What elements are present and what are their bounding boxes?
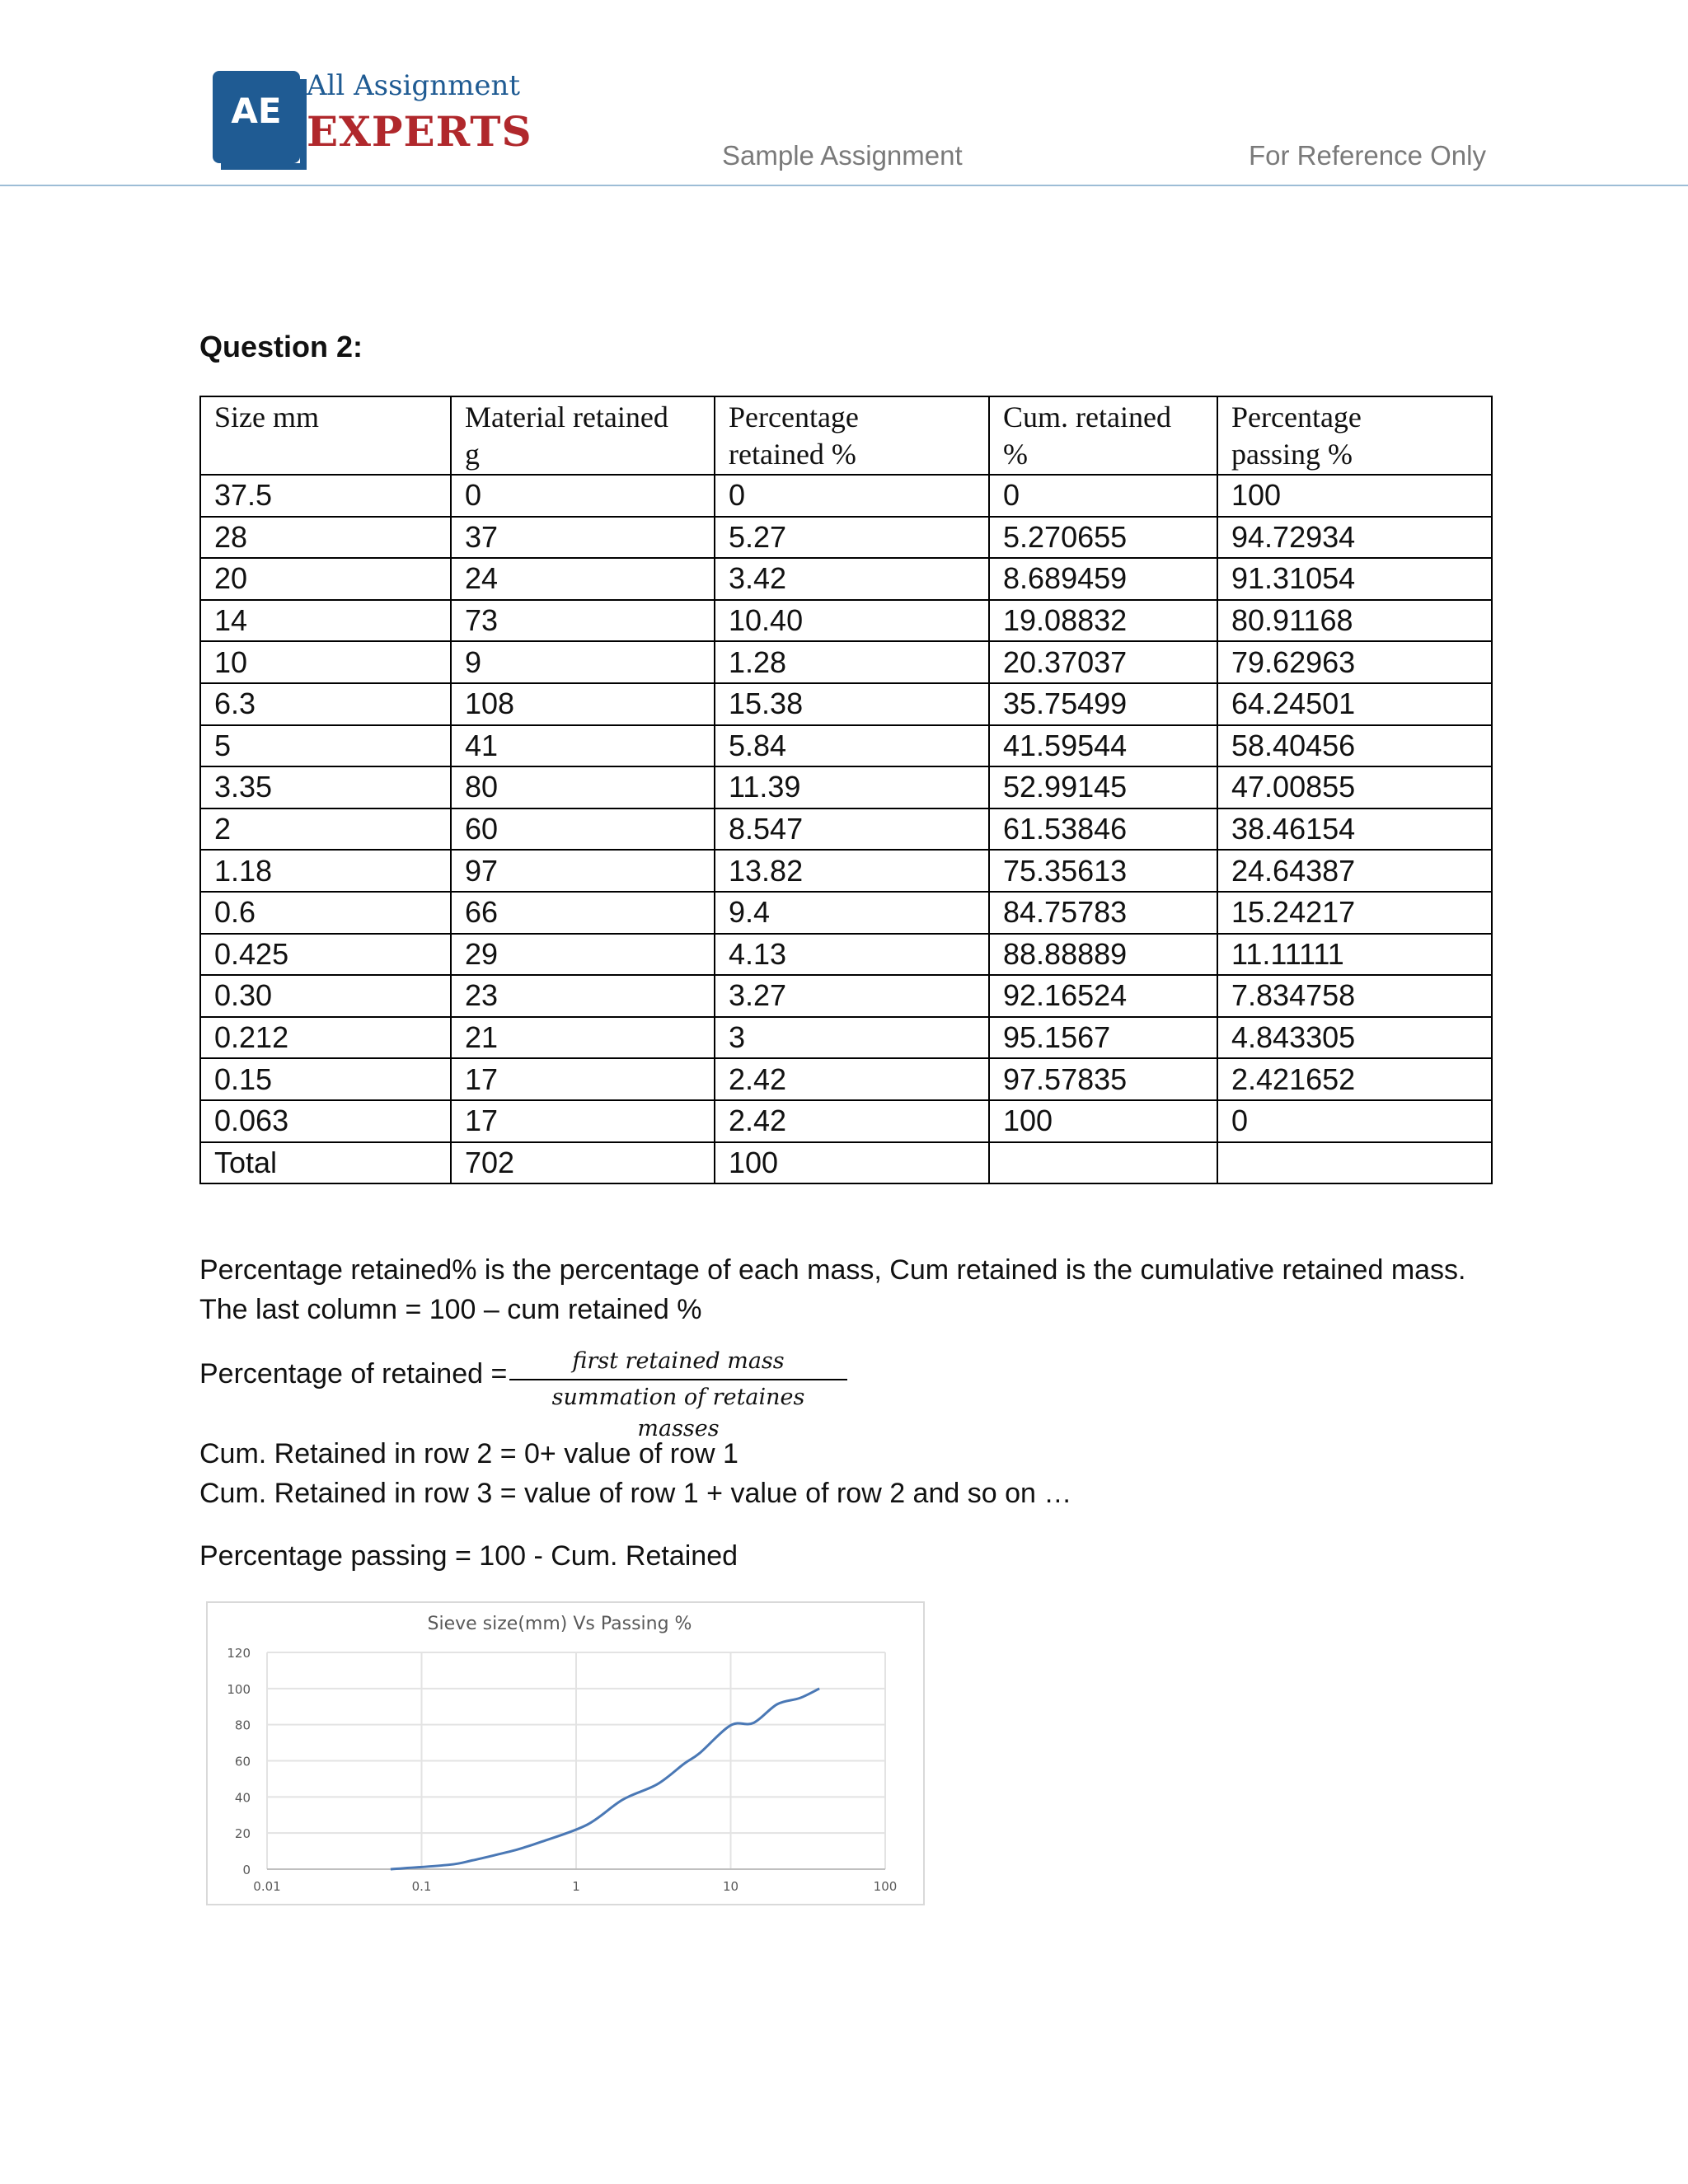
- column-header-line: %: [1003, 438, 1028, 471]
- table-row: [200, 1142, 1492, 1184]
- table-cell: 100: [1217, 475, 1492, 517]
- y-tick-label: 60: [234, 1754, 251, 1769]
- table-cell: 9: [451, 641, 715, 683]
- table-cell: 28: [200, 517, 451, 559]
- table-cell: 0.212: [200, 1017, 451, 1059]
- table-cell: 15.24217: [1217, 892, 1492, 934]
- column-header-line: Material retained: [465, 401, 668, 434]
- table-cell: 8.547: [715, 808, 989, 851]
- table-cell: 97: [451, 850, 715, 892]
- table-cell: 95.1567: [989, 1017, 1217, 1059]
- table-row: [200, 1017, 1492, 1059]
- x-tick-label: 100: [873, 1879, 898, 1894]
- table-cell: [989, 1142, 1217, 1184]
- table-cell: 10.40: [715, 600, 989, 642]
- table-cell: 2: [200, 808, 451, 851]
- table-cell: 0.063: [200, 1100, 451, 1142]
- table-cell: 10: [200, 641, 451, 683]
- question-title: Question 2:: [199, 330, 363, 363]
- table-cell: 58.40456: [1217, 725, 1492, 767]
- y-tick-label: 0: [242, 1863, 251, 1877]
- table-cell: 0: [989, 475, 1217, 517]
- formula-label: Percentage of retained =: [199, 1358, 508, 1390]
- x-tick-label: 1: [572, 1879, 580, 1894]
- y-tick-label: 120: [227, 1646, 251, 1661]
- x-tick-label: 0.1: [411, 1879, 432, 1894]
- table-cell: 17: [451, 1100, 715, 1142]
- table-cell: 88.88889: [989, 934, 1217, 976]
- passing-chart: [206, 1601, 925, 1905]
- table-body: [200, 475, 1492, 1183]
- table-row: [200, 1100, 1492, 1142]
- table-cell: 19.08832: [989, 600, 1217, 642]
- table-cell: 4.13: [715, 934, 989, 976]
- fraction-bar: [509, 1379, 847, 1380]
- table-cell: 3.27: [715, 975, 989, 1017]
- table-cell: 75.35613: [989, 850, 1217, 892]
- table-cell: 15.38: [715, 683, 989, 725]
- table-row: [200, 808, 1492, 851]
- table-cell: 24.64387: [1217, 850, 1492, 892]
- formula-fraction: [509, 1346, 847, 1445]
- table-cell: 92.16524: [989, 975, 1217, 1017]
- table-cell: 91.31054: [1217, 558, 1492, 600]
- table-cell: 0.6: [200, 892, 451, 934]
- column-header: [451, 396, 715, 475]
- table-cell: 5.84: [715, 725, 989, 767]
- table-cell: 38.46154: [1217, 808, 1492, 851]
- table-cell: 2.42: [715, 1058, 989, 1100]
- y-tick-label: 20: [234, 1826, 251, 1842]
- table-cell: 100: [715, 1142, 989, 1184]
- table-cell: 60: [451, 808, 715, 851]
- x-tick-label: 10: [722, 1879, 739, 1894]
- table-cell: 52.99145: [989, 766, 1217, 808]
- table-cell: 0.30: [200, 975, 451, 1017]
- table-row: [200, 892, 1492, 934]
- table-cell: 0: [1217, 1100, 1492, 1142]
- table-cell: 0: [715, 475, 989, 517]
- table-cell: 1.18: [200, 850, 451, 892]
- table-row: [200, 683, 1492, 725]
- column-header: [200, 396, 451, 475]
- table-cell: 20.37037: [989, 641, 1217, 683]
- table-cell: 79.62963: [1217, 641, 1492, 683]
- table-cell: 41: [451, 725, 715, 767]
- table-cell: 11.11111: [1217, 934, 1492, 976]
- table-cell: 23: [451, 975, 715, 1017]
- table-cell: 0.425: [200, 934, 451, 976]
- page-header: [0, 0, 1688, 190]
- explanation-line-1: Percentage retained% is the percentage of each mass, Cum retained is the cumulative retained mass.: [199, 1254, 1466, 1286]
- table-cell: 100: [989, 1100, 1217, 1142]
- table-cell: 0: [451, 475, 715, 517]
- sieve-analysis-table: [199, 396, 1493, 1184]
- header-divider: [0, 185, 1688, 186]
- logo-text-top: All Assignment: [307, 69, 521, 102]
- x-tick-label: 0.01: [253, 1879, 281, 1894]
- table-cell: 84.75783: [989, 892, 1217, 934]
- table-header-row: [200, 396, 1492, 475]
- cum-rule-2: Cum. Retained in row 3 = value of row 1 + value of row 2 and so on …: [199, 1478, 1072, 1509]
- y-tick-label: 100: [227, 1681, 251, 1697]
- table-cell: 94.72934: [1217, 517, 1492, 559]
- table-cell: 8.689459: [989, 558, 1217, 600]
- column-header-line: Size mm: [214, 401, 319, 434]
- table-cell: 37: [451, 517, 715, 559]
- passing-rule: Percentage passing = 100 - Cum. Retained: [199, 1540, 738, 1572]
- header-reference-label: For Reference Only: [1249, 140, 1486, 171]
- table-row: [200, 1058, 1492, 1100]
- table-cell: 3.42: [715, 558, 989, 600]
- formula-numerator: first retained mass: [572, 1348, 785, 1374]
- explanation-line-2: The last column = 100 – cum retained %: [199, 1294, 702, 1325]
- cum-rule-1: Cum. Retained in row 2 = 0+ value of row 1: [199, 1438, 738, 1469]
- table-cell: 2.42: [715, 1100, 989, 1142]
- table-cell: 2.421652: [1217, 1058, 1492, 1100]
- table-cell: 5.27: [715, 517, 989, 559]
- column-header-line: retained %: [729, 438, 856, 471]
- chart-canvas: [208, 1603, 923, 1904]
- table-cell: 97.57835: [989, 1058, 1217, 1100]
- table-cell: 20: [200, 558, 451, 600]
- table-row: [200, 725, 1492, 767]
- table-cell: 80.91168: [1217, 600, 1492, 642]
- column-header: [989, 396, 1217, 475]
- column-header: [715, 396, 989, 475]
- table-cell: 64.24501: [1217, 683, 1492, 725]
- column-header-line: Percentage: [1231, 401, 1362, 434]
- table-cell: 1.28: [715, 641, 989, 683]
- table-cell: 24: [451, 558, 715, 600]
- table-cell: 61.53846: [989, 808, 1217, 851]
- table-cell: 21: [451, 1017, 715, 1059]
- table-row: [200, 600, 1492, 642]
- logo-mark: [213, 71, 300, 163]
- table-cell: 5.270655: [989, 517, 1217, 559]
- column-header-line: passing %: [1231, 438, 1353, 471]
- table-cell: 702: [451, 1142, 715, 1184]
- header-sample-label: Sample Assignment: [722, 140, 963, 171]
- table-cell: 108: [451, 683, 715, 725]
- y-tick-label: 40: [234, 1790, 251, 1806]
- table-cell: 29: [451, 934, 715, 976]
- logo-initials: AE: [231, 91, 282, 131]
- table-cell: 47.00855: [1217, 766, 1492, 808]
- table-cell: [1217, 1142, 1492, 1184]
- table-cell: 17: [451, 1058, 715, 1100]
- formula-denominator: summation of retaines masses: [551, 1385, 805, 1441]
- table-cell: 13.82: [715, 850, 989, 892]
- table-cell: 37.5: [200, 475, 451, 517]
- table-cell: 0.15: [200, 1058, 451, 1100]
- table-row: [200, 641, 1492, 683]
- series-line: [391, 1689, 819, 1869]
- logo-text-bottom: EXPERTS: [307, 107, 532, 156]
- table-cell: Total: [200, 1142, 451, 1184]
- y-tick-label: 80: [234, 1718, 251, 1733]
- table-cell: 14: [200, 600, 451, 642]
- table-cell: 73: [451, 600, 715, 642]
- table-row: [200, 934, 1492, 976]
- table-cell: 66: [451, 892, 715, 934]
- table-row: [200, 475, 1492, 517]
- table-cell: 3: [715, 1017, 989, 1059]
- column-header: [1217, 396, 1492, 475]
- table-row: [200, 517, 1492, 559]
- table-row: [200, 850, 1492, 892]
- table-cell: 4.843305: [1217, 1017, 1492, 1059]
- table-cell: 41.59544: [989, 725, 1217, 767]
- table-cell: 9.4: [715, 892, 989, 934]
- table-cell: 3.35: [200, 766, 451, 808]
- table-cell: 6.3: [200, 683, 451, 725]
- table-cell: 80: [451, 766, 715, 808]
- table-cell: 5: [200, 725, 451, 767]
- table-cell: 7.834758: [1217, 975, 1492, 1017]
- column-header-line: g: [465, 438, 480, 471]
- table-cell: 11.39: [715, 766, 989, 808]
- column-header-line: Percentage: [729, 401, 859, 434]
- table-cell: 35.75499: [989, 683, 1217, 725]
- table-row: [200, 975, 1492, 1017]
- table-row: [200, 766, 1492, 808]
- column-header-line: Cum. retained: [1003, 401, 1171, 434]
- chart-title: Sieve size(mm) Vs Passing %: [427, 1614, 692, 1634]
- table-row: [200, 558, 1492, 600]
